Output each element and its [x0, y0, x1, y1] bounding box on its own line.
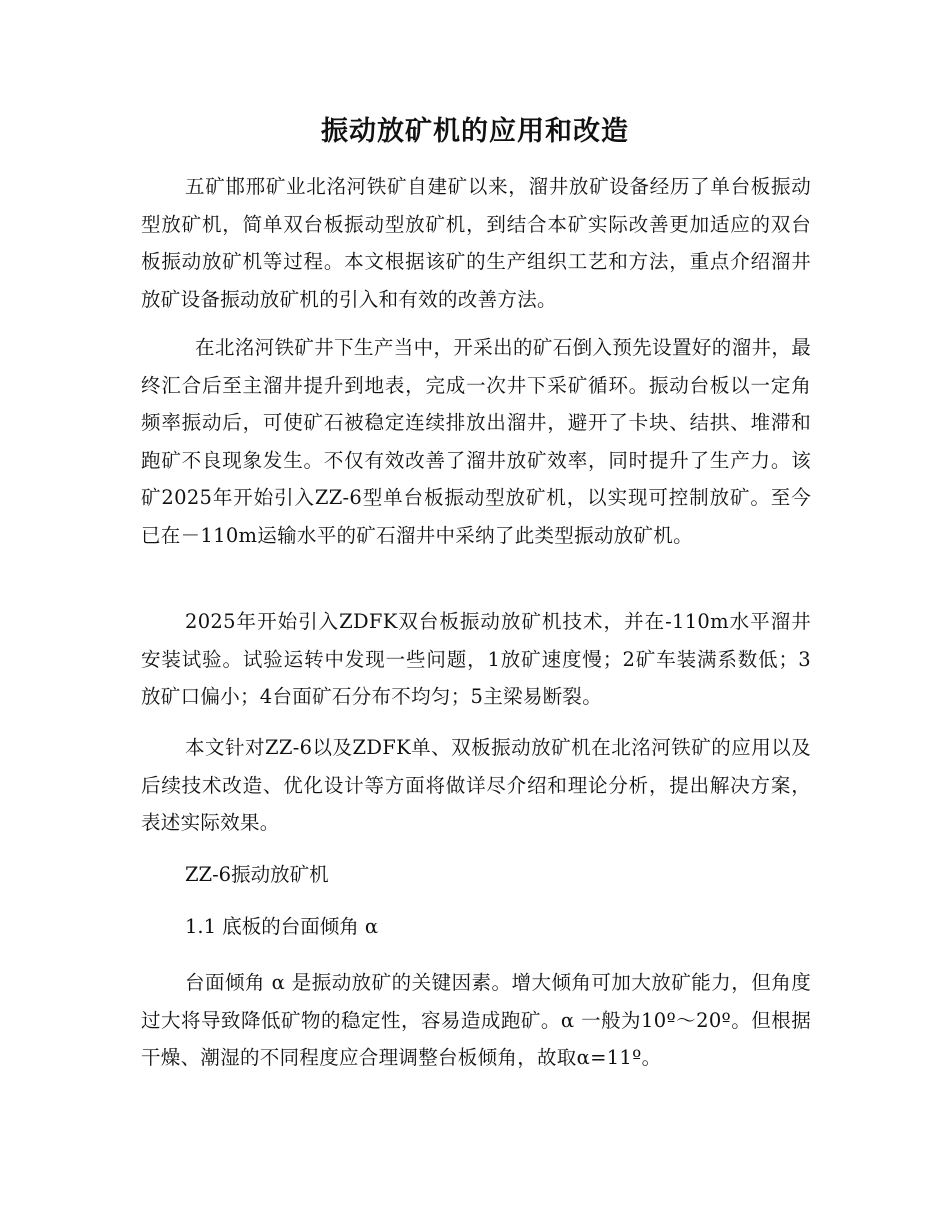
paragraph-zdfk: 2025年开始引入ZDFK双台板振动放矿机技术，并在-110m水平溜井安装试验。试验运转中发现一些问题，1放矿速度慢；2矿车装满系数低；3放矿口偏小；4台面矿石分布不均匀；5主梁易断裂。 [141, 610, 811, 708]
paragraph-tilt-angle: 台面倾角 α 是振动放矿的关键因素。增大倾角可加大放矿能力，但角度过大将导致降低矿物的稳定性，容易造成跑矿。α 一般为10º～20º。但根据干燥、潮湿的不同程度应合理调整台板倾角，故取α=11º。 [141, 971, 811, 1069]
section-heading: ZZ-6振动放矿机 [185, 863, 329, 886]
document-title: 振动放矿机的应用和改造 [321, 116, 629, 147]
paragraph-scope: 本文针对ZZ-6以及ZDFK单、双板振动放矿机在北洺河铁矿的应用以及后续技术改造、优化设计等方面将做详尽介绍和理论分析，提出解决方案，表述实际效果。 [141, 736, 811, 834]
subsection-heading: 1.1 底板的台面倾角 α [185, 915, 379, 938]
paragraph-intro: 五矿邯邢矿业北洺河铁矿自建矿以来，溜井放矿设备经历了单台板振动型放矿机，简单双台板振动型放矿机，到结合本矿实际改善更加适应的双台板振动放矿机等过程。本文根据该矿的生产组织工艺和方法，重点介绍溜井放矿设备振动放矿机的引入和有效的改善方法。 [141, 175, 811, 311]
paragraph-background: 在北洺河铁矿井下生产当中，开采出的矿石倒入预先设置好的溜井，最终汇合后至主溜井提升到地表，完成一次井下采矿循环。振动台板以一定角频率振动后，可使矿石被稳定连续排放出溜井，避开了卡块、结拱、堆滞和跑矿不良现象发生。不仅有效改善了溜井放矿效率，同时提升了生产力。该矿2025年开始引入ZZ-6型单台板振动型放矿机，以实现可控制放矿。至今已在－110m运输水平的矿石溜井中采纳了此类型振动放矿机。 [141, 336, 811, 547]
